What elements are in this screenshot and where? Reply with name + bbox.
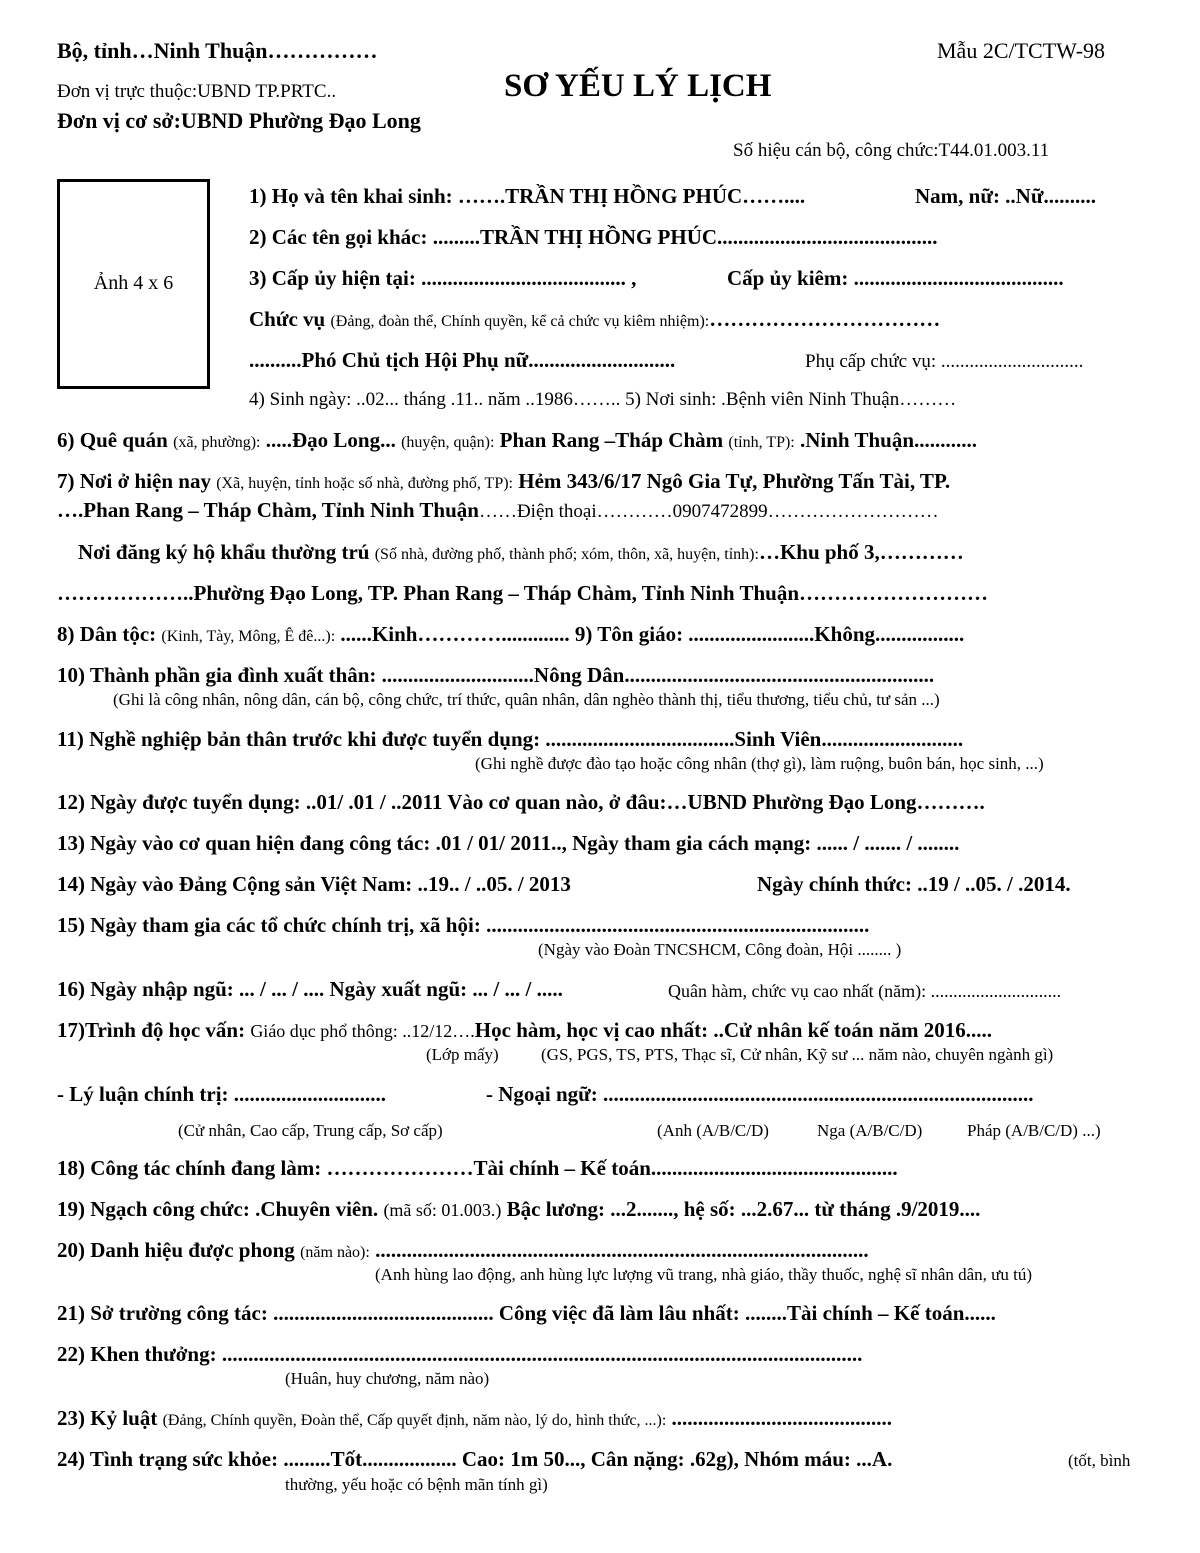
base-unit: Đơn vị cơ sở:UBND Phường Đạo Long <box>57 108 421 133</box>
f17-hint-degree: (GS, PGS, TS, PTS, Thạc sĩ, Cử nhân, Kỹ sư ... năm nào, chuyên ngành gì) <box>541 1045 1054 1064</box>
f17-hint-grade: (Lớp mấy) <box>426 1045 499 1064</box>
field-24-hint-a: (tốt, bình <box>1068 1451 1131 1470</box>
field-10-hint: (Ghi là công nhân, nông dân, cán bộ, công chức, trí thức, quân nhân, dân nghèo thành thị, tiểu thương, tiểu chủ, tư sản ...) <box>113 690 940 709</box>
field-1-gender: Nam, nữ: ..Nữ.......... <box>915 184 1096 208</box>
officer-id: Số hiệu cán bộ, công chức:T44.01.003.11 <box>733 140 1050 161</box>
f7-hint: (Xã, huyện, tỉnh hoặc số nhà, đường phố, TP): <box>216 475 513 492</box>
f6-province: .Ninh Thuận............ <box>800 428 978 452</box>
field-20-hint: (Anh hùng lao động, anh hùng lực lượng vũ trang, nhà giáo, thầy thuốc, nghệ sĩ nhân dân, ưu tú) <box>375 1265 1033 1284</box>
f6-hint-ward: (xã, phường): <box>173 434 261 451</box>
hk-hint: (Số nhà, đường phố, thành phố; xóm, thôn, xã, huyện, tỉnh): <box>374 546 759 563</box>
political-theory: - Lý luận chính trị: ............................. <box>57 1082 387 1106</box>
foreign-language: - Ngoại ngữ: .................................................................................. <box>486 1082 1034 1106</box>
f7-city: ….Phan Rang – Tháp Chàm, Tỉnh Ninh Thuận <box>57 498 479 522</box>
field-22-awards: 22) Khen thưởng: .......................................................................................................................... <box>57 1342 863 1366</box>
hk-label: Nơi đăng ký hộ khẩu thường trú <box>78 540 370 564</box>
field-2-other-names: 2) Các tên gọi khác: .........TRẦN THỊ HỒNG PHÚC.......................................... <box>249 225 938 249</box>
language-hint-french: Pháp (A/B/C/D) ...) <box>967 1121 1101 1140</box>
field-19-civil-rank <box>57 1199 980 1220</box>
f6-ward: .....Đạo Long... <box>265 428 396 452</box>
f23-dots: .......................................... <box>671 1406 893 1430</box>
household-registration <box>78 542 964 563</box>
position-value: ..........Phó Chủ tịch Hội Phụ nữ............................ <box>249 348 676 372</box>
household-line2: ………………..Phường Đạo Long, TP. Phan Rang – Tháp Chàm, Tỉnh Ninh Thuận……………………… <box>57 581 988 605</box>
language-hint-english: (Anh (A/B/C/D) <box>657 1121 769 1140</box>
f19-salary: Bậc lương: ...2......., hệ số: ...2.67... từ tháng .9/2019.... <box>506 1197 981 1221</box>
f17-general: Giáo dục phổ thông: ..12/12…. <box>250 1021 475 1041</box>
ministry-line: Bộ, tỉnh…Ninh Thuận…………… <box>57 38 378 63</box>
field-7-line2 <box>57 500 939 521</box>
f17-degree: Học hàm, học vị cao nhất: ..Cử nhân kế toán năm 2016..... <box>474 1018 993 1042</box>
field-13-current-agency: 13) Ngày vào cơ quan hiện đang công tác: .01 / 01/ 2011.., Ngày tham gia cách mạng: ...... / ....... / ........ <box>57 831 960 855</box>
field-3-party-committee: 3) Cấp ủy hiện tại: ....................................... , <box>249 266 637 290</box>
field-14-party-join: 14) Ngày vào Đảng Cộng sản Việt Nam: ..19.. / ..05. / 2013 <box>57 872 571 896</box>
f17-label: 17)Trình độ học vấn: <box>57 1018 246 1042</box>
f19-code: (mã số: 01.003.) <box>383 1200 502 1220</box>
field-16-hint: Quân hàm, chức vụ cao nhất (năm): ............................. <box>668 981 1062 1001</box>
field-24-hint-b: thường, yếu hoặc có bệnh mãn tính gì) <box>285 1475 548 1494</box>
language-hint-russian: Nga (A/B/C/D) <box>817 1121 923 1140</box>
field-3-concurrent: Cấp ủy kiêm: ........................................ <box>727 266 1064 290</box>
photo-label: Ảnh 4 x 6 <box>93 272 174 294</box>
f8-value: ......Kinh…………............. 9) Tôn giáo: ........................Không................. <box>340 622 965 646</box>
field-position <box>249 309 940 330</box>
f6-label: 6) Quê quán <box>57 428 168 452</box>
field-10-family-origin: 10) Thành phần gia đình xuất thân: .............................Nông Dân........................................................... <box>57 663 935 687</box>
field-18-current-work: 18) Công tác chính đang làm: …………………Tài chính – Kế toán............................................... <box>57 1156 898 1180</box>
f7-label: 7) Nơi ở hiện nay <box>57 469 211 493</box>
f20-label: 20) Danh hiệu được phong <box>57 1238 295 1262</box>
field-24-health: 24) Tình trạng sức khỏe: .........Tốt.................. Cao: 1m 50..., Cân nặng: .62g), Nhóm máu: ...A. <box>57 1447 893 1471</box>
unit-direct: Đơn vị trực thuộc:UBND TP.PRTC.. <box>57 81 337 102</box>
f7-phone: ……Điện thoại…………0907472899……………………… <box>478 501 939 522</box>
photo-placeholder <box>57 179 210 389</box>
form-code: Mẫu 2C/TCTW-98 <box>937 38 1106 63</box>
field-15-organizations: 15) Ngày tham gia các tổ chức chính trị, xã hội: ......................................................................... <box>57 913 870 937</box>
field-1-name: 1) Họ và tên khai sinh: …….TRẦN THỊ HỒNG PHÚC…….... <box>249 184 806 208</box>
f8-hint: (Kinh, Tày, Mông, Ê đê...): <box>161 628 336 645</box>
field-23-discipline <box>57 1408 892 1429</box>
f8-label: 8) Dân tộc: <box>57 622 157 646</box>
position-dots: …………………………… <box>709 307 941 331</box>
field-21-strengths: 21) Sở trường công tác: .......................................... Công việc đã làm lâu nhất: ........Tài chính – Kế toán...... <box>57 1301 996 1325</box>
field-20-titles <box>57 1240 869 1261</box>
field-14-official: Ngày chính thức: ..19 / ..05. / .2014. <box>757 872 1071 896</box>
page-title: SƠ YẾU LÝ LỊCH <box>504 68 772 104</box>
field-11-occupation: 11) Nghề nghiệp bản thân trước khi được tuyển dụng: ....................................Sinh Viên........................... <box>57 727 964 751</box>
f19-rank: 19) Ngạch công chức: .Chuyên viên. <box>57 1197 379 1221</box>
position-label: Chức vụ <box>249 307 326 331</box>
field-11-hint: (Ghi nghề được đào tạo hoặc công nhân (thợ gì), làm ruộng, buôn bán, học sinh, ...) <box>475 754 1044 773</box>
field-16-military: 16) Ngày nhập ngũ: ... / ... / .... Ngày xuất ngũ: ... / ... / ..... <box>57 977 563 1001</box>
field-22-hint: (Huân, huy chương, năm nào) <box>285 1369 490 1388</box>
field-7-residence <box>57 471 950 492</box>
f20-dots: .............................................................................................. <box>375 1238 869 1262</box>
f6-hint-province: (tỉnh, TP): <box>728 434 795 451</box>
hk-value: …Khu phố 3,………… <box>758 540 964 564</box>
field-12-recruitment: 12) Ngày được tuyển dụng: ..01/ .01 / ..2011 Vào cơ quan nào, ở đâu:…UBND Phường Đạo Long………. <box>57 790 985 814</box>
position-allowance: Phụ cấp chức vụ: .............................. <box>805 351 1084 372</box>
field-8-9-ethnicity-religion <box>57 624 964 645</box>
political-theory-hint: (Cử nhân, Cao cấp, Trung cấp, Sơ cấp) <box>178 1121 443 1140</box>
position-hint: (Đảng, đoàn thể, Chính quyền, kể cả chức vụ kiêm nhiệm): <box>330 313 710 330</box>
f23-label: 23) Kỷ luật <box>57 1406 158 1430</box>
field-17-education <box>57 1020 992 1041</box>
f23-hint: (Đảng, Chính quyền, Đoàn thể, Cấp quyết định, năm nào, lý do, hình thức, ...): <box>162 1412 667 1429</box>
f7-address: Hẻm 343/6/17 Ngô Gia Tự, Phường Tấn Tài, TP. <box>518 469 951 493</box>
f20-hint-year: (năm nào): <box>300 1244 370 1261</box>
field-4-5-birth: 4) Sinh ngày: ..02... tháng .11.. năm ..1986…….. 5) Nơi sinh: .Bệnh viên Ninh Thuận……… <box>249 389 957 410</box>
f6-hint-district: (huyện, quận): <box>401 434 495 451</box>
field-15-hint: (Ngày vào Đoàn TNCSHCM, Công đoàn, Hội ........ ) <box>538 940 902 959</box>
f6-district: Phan Rang –Tháp Chàm <box>499 428 724 452</box>
field-6-hometown <box>57 430 977 451</box>
